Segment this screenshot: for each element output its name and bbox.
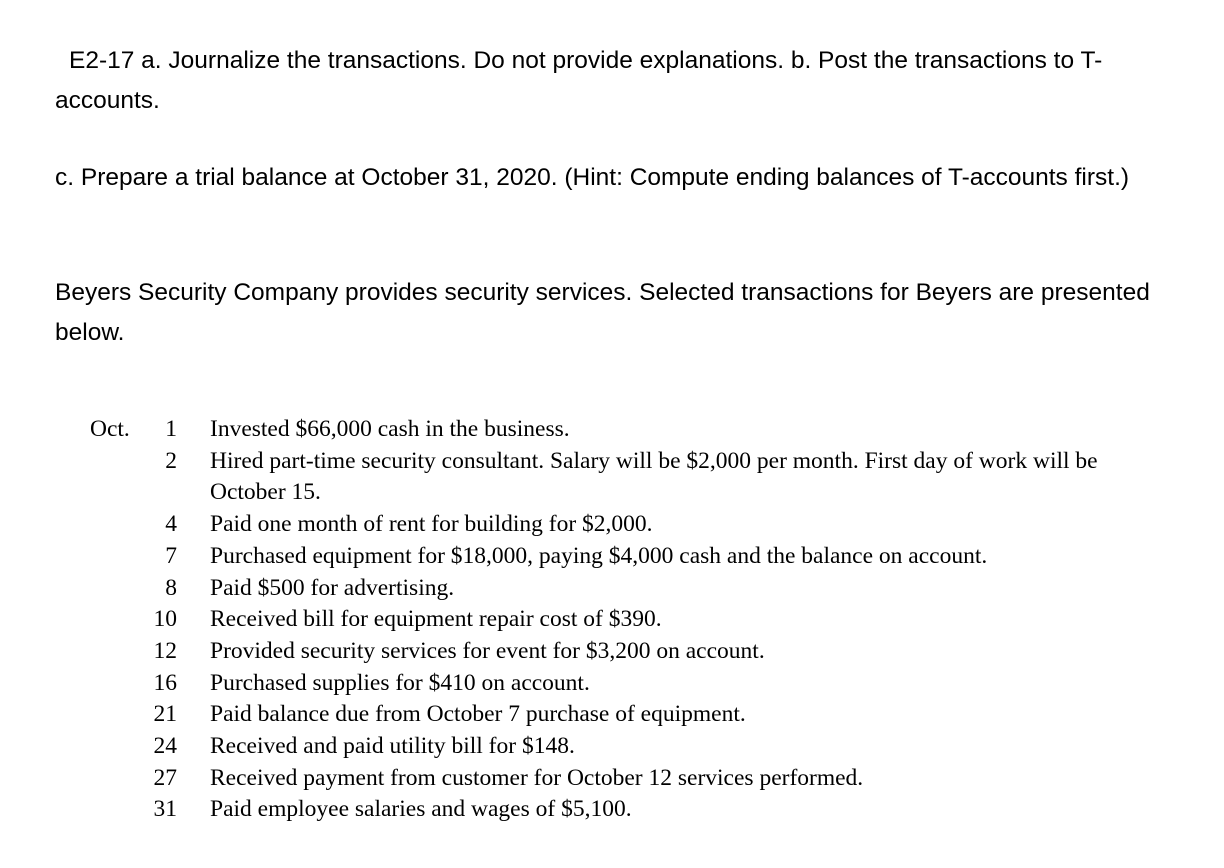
- transaction-row: [90, 541, 1175, 573]
- transaction-day: 8: [165, 574, 177, 601]
- transaction-row: [90, 446, 1175, 509]
- transaction-description: Paid balance due from October 7 purchase of equipment.: [210, 701, 746, 728]
- transaction-row: [90, 731, 1175, 763]
- transaction-description: Invested $66,000 cash in the business.: [210, 416, 570, 442]
- transaction-day: 21: [153, 701, 177, 728]
- transaction-description: Received and paid utility bill for $148.: [210, 733, 575, 760]
- transaction-description: Purchased supplies for $410 on account.: [210, 669, 590, 696]
- transaction-month: Oct.: [90, 416, 130, 442]
- transaction-list: [90, 414, 1175, 826]
- transaction-description: Paid one month of rent for building for $2,000.: [210, 511, 653, 538]
- transaction-description: Purchased equipment for $18,000, paying $4,000 cash and the balance on account.: [210, 542, 988, 569]
- transaction-day: 10: [153, 606, 177, 633]
- instructions-part-c: c. Prepare a trial balance at October 31, 2020. (Hint: Compute ending balances of T-accounts first.): [55, 164, 1130, 191]
- transaction-row: [90, 763, 1175, 795]
- transaction-row: [90, 414, 1175, 446]
- transaction-row: [90, 604, 1175, 636]
- transaction-description: Provided security services for event for $3,200 on account.: [210, 637, 765, 664]
- transaction-day: 1: [165, 416, 177, 442]
- transaction-day: 16: [153, 669, 177, 696]
- transaction-day: 2: [165, 447, 177, 474]
- transaction-day: 4: [165, 511, 177, 538]
- transaction-day: 12: [153, 637, 177, 664]
- transaction-day: 24: [153, 733, 177, 760]
- transaction-row: [90, 636, 1175, 668]
- transaction-row: [90, 794, 1175, 826]
- instructions-part-ab: E2-17 a. Journalize the transactions. Do not provide explanations. b. Post the transactions to T-accounts.: [55, 47, 1103, 114]
- transaction-row: [90, 509, 1175, 541]
- transaction-day: 27: [153, 764, 177, 791]
- transaction-description: Hired part-time security consultant. Salary will be $2,000 per month. First day of work will be October 15.: [210, 447, 1098, 506]
- transaction-description: Paid $500 for advertising.: [210, 574, 455, 601]
- transaction-row: [90, 573, 1175, 605]
- transaction-description: Received bill for equipment repair cost of $390.: [210, 606, 662, 633]
- transaction-row: [90, 668, 1175, 700]
- transaction-description: Paid employee salaries and wages of $5,100.: [210, 796, 632, 823]
- transaction-row: [90, 699, 1175, 731]
- transaction-day: 31: [153, 796, 177, 823]
- company-intro: Beyers Security Company provides security services. Selected transactions for Beyers are presented below.: [55, 279, 1150, 346]
- transaction-description: Received payment from customer for October 12 services performed.: [210, 764, 864, 791]
- transaction-day: 7: [165, 542, 177, 569]
